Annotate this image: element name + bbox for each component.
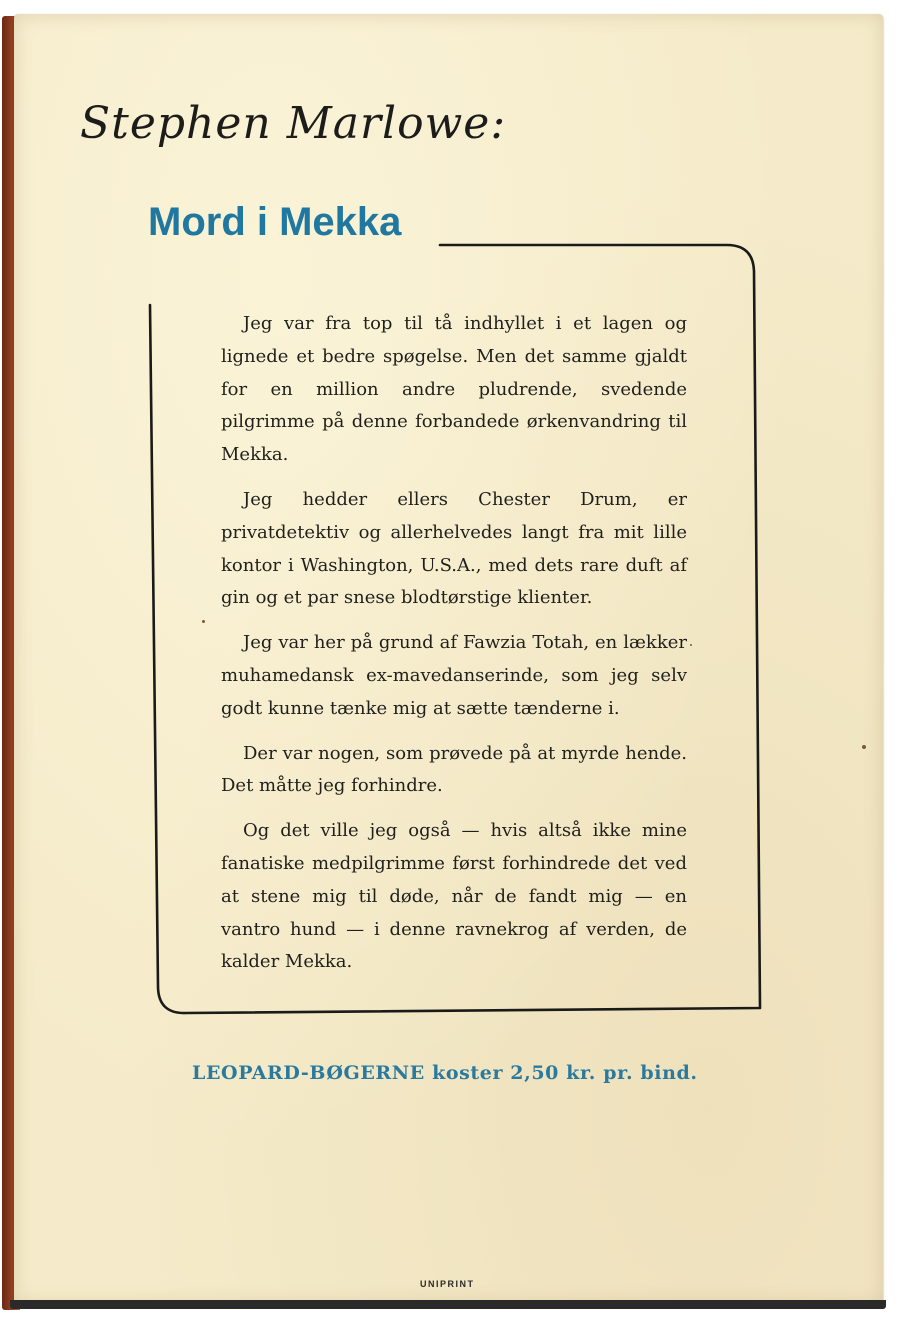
paper-speck — [862, 745, 866, 749]
paper-speck — [690, 644, 692, 646]
book-title: Mord i Mekka — [148, 200, 402, 244]
blurb-paragraph: Og det ville jeg også — hvis altså ikke mine fanatiske medpilgrimme først forhindrede det ved at stene mig til døde, når de fandt mig — en vantro hund — i denne ravnekrog af verden, de kalder Mekka. — [221, 820, 687, 973]
blurb-paragraph: Jeg var her på grund af Fawzia Totah, en lækker muhamedansk ex-mavedanserinde, som jeg selv godt kunne tænke mig at sætte tænderne i. — [221, 632, 687, 719]
blurb-paragraph: Jeg hedder ellers Chester Drum, er privatdetektiv og allerhelvedes langt fra mit lille kontor i Washington, U.S.A., med dets rare duft af gin og et par snese blodtørstige klienter. — [221, 488, 687, 609]
printer-imprint: UNIPRINT — [420, 1279, 475, 1289]
blurb-text — [221, 308, 687, 991]
blurb-paragraph: Der var nogen, som prøvede på at myrde hende. Det måtte jeg forhindre. — [221, 742, 687, 797]
author-name: Stephen Marlowe: — [80, 98, 507, 149]
series-price-line: LEOPARD-BØGERNE koster 2,50 kr. pr. bind. — [192, 1062, 698, 1084]
blurb-paragraph: Jeg var fra top til tå indhyllet i et lagen og lignede et bedre spøgelse. Men det samme gjaldt for en million andre pludrende, svedende pilgrimme på denne forbandede ørkenvandring til Mekka. — [221, 313, 687, 466]
paper-speck — [202, 620, 205, 623]
